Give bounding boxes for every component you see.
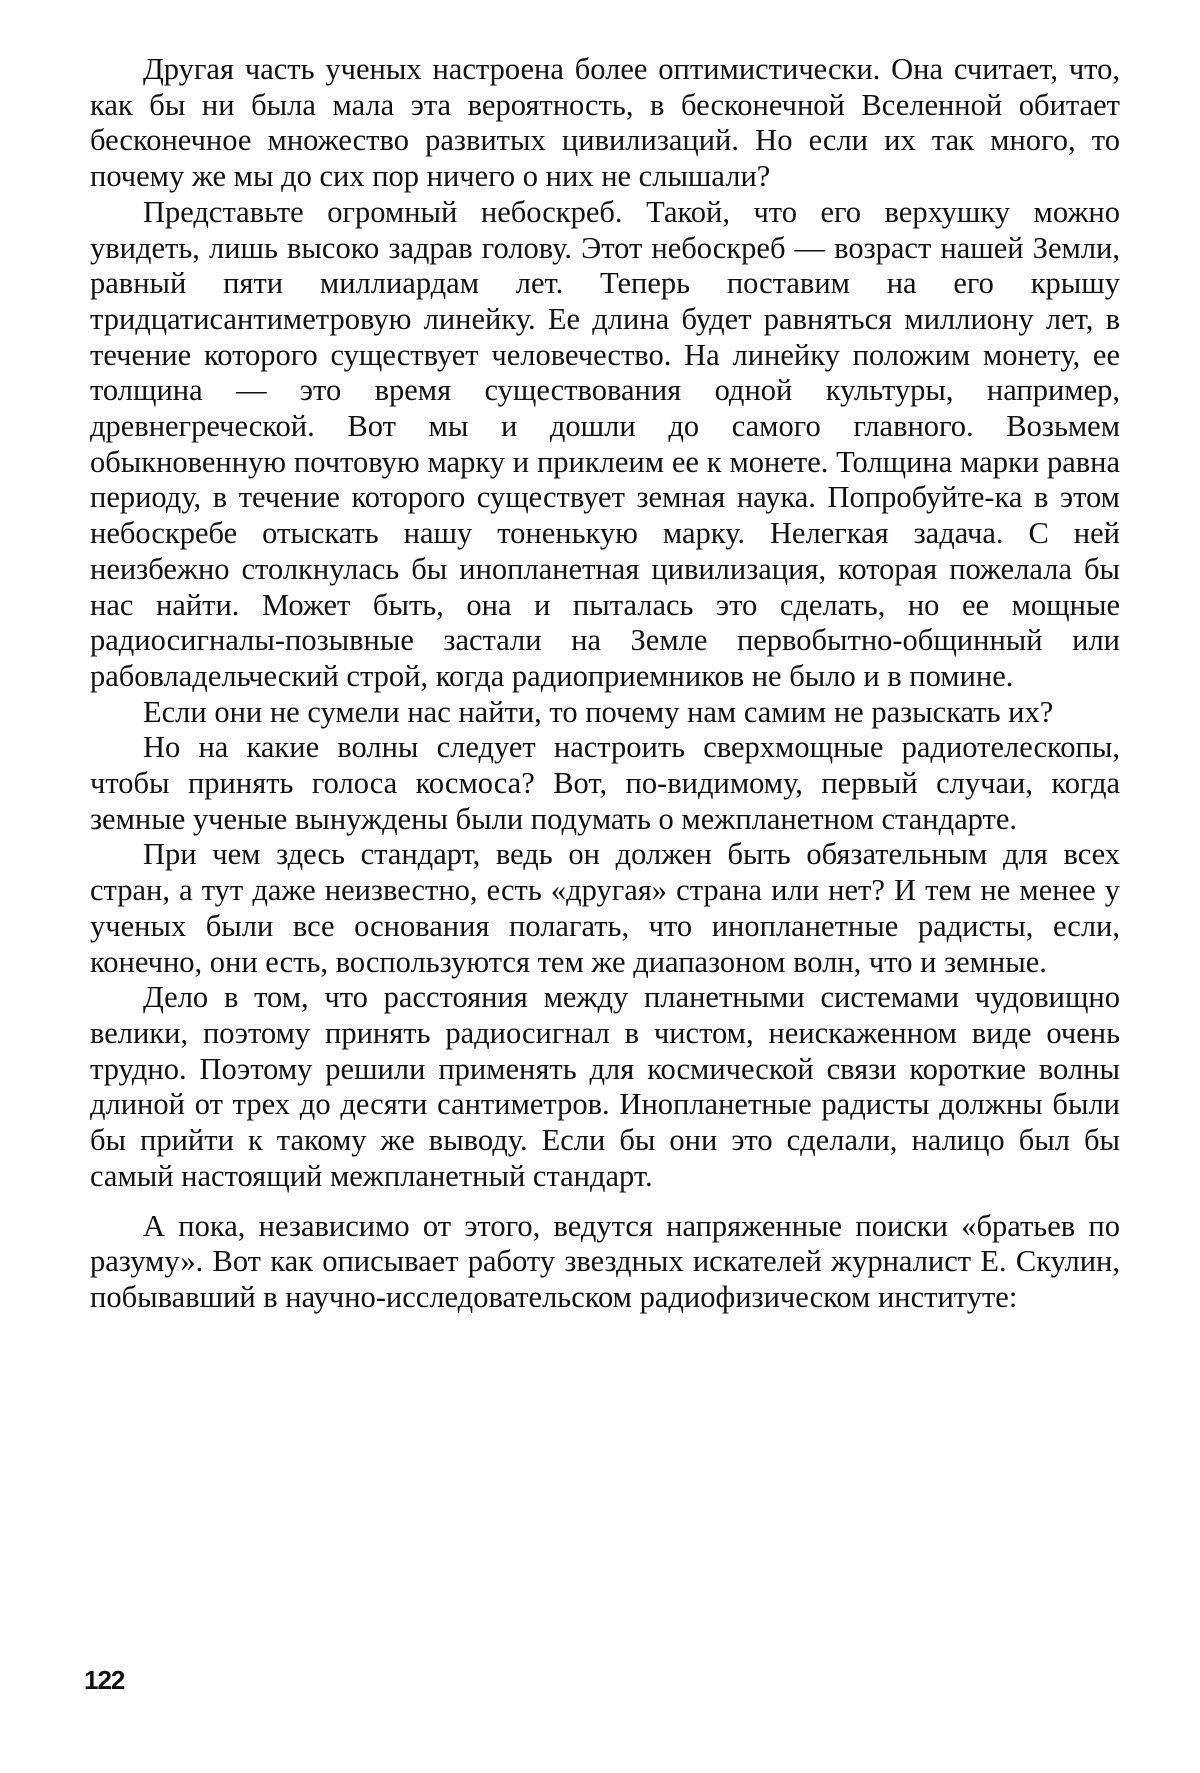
paragraph-3: Если они не сумели нас найти, то почему нам самим не разыскать их? [143,694,1054,729]
paragraph-4: Но на какие волны следует настроить сверхмощные радиотелескопы, чтобы принять голоса космоса? Вот, по-видимому, первый случаи, когда земные ученые вынуждены были подумать о межпланетном стандарте. [90,730,1120,836]
document-page [90,52,1120,1316]
page-number: 122 [84,1665,125,1695]
paragraph-1: Другая часть ученых настроена более оптимистически. Она считает, что, как бы ни была мала эта вероятность, в бесконечной Вселенной обитает бесконечное множество развитых цивилизаций. Но если их так много, то почему же мы до сих пор ничего о них не слышали? [90,52,1120,194]
paragraph-7: А пока, независимо от этого, ведутся напряженные поиски «братьев по разуму». Вот как описывает работу звездных искателей журналист Е. Скулин, побывавший в научно-исследовательском радиофизическом институте: [90,1208,1120,1314]
paragraph-2: Представьте огромный небоскреб. Такой, что его верхушку можно увидеть, лишь высоко задрав голову. Этот небоскреб — возраст нашей Земли, равный пяти миллиардам лет. Теперь поставим на его крышу тридцатисантиметровую линейку. Ее длина будет равняться миллиону лет, в течение которого существует человечество. На линейку положим монету, ее толщина — это время существования одной культуры, например, древнегреческой. Вот мы и дошли до самого главного. Возьмем обыкновенную почтовую марку и приклеим ее к монете. Толщина марки равна периоду, в течение которого существует земная наука. Попробуйте-ка в этом небоскребе отыскать нашу тоненькую марку. Нелегкая задача. С ней неизбежно столкнулась бы инопланетная цивилизация, которая пожелала бы нас найти. Может быть, она и пыталась это сделать, но ее мощные радиосигналы-позывные застали на Земле первобытно-общинный или рабовладельческий строй, когда радиоприемников не было и в помине. [90,194,1120,693]
paragraph-5: При чем здесь стандарт, ведь он должен быть обязательным для всех стран, а тут даже неизвестно, есть «другая» страна или нет? И тем не менее у ученых были все основания полагать, что инопланетные радисты, если, конечно, они есть, воспользуются тем же диапазоном волн, что и земные. [90,837,1120,979]
paragraph-6: Дело в том, что расстояния между планетными системами чудовищно велики, поэтому принять радиосигнал в чистом, неискаженном виде очень трудно. Поэтому решили применять для космической связи короткие волны длиной от трех до десяти сантиметров. Инопланетные радисты должны были бы прийти к такому же выводу. Если бы они это сделали, налицо был бы самый настоящий межпланетный стандарт. [90,980,1120,1193]
